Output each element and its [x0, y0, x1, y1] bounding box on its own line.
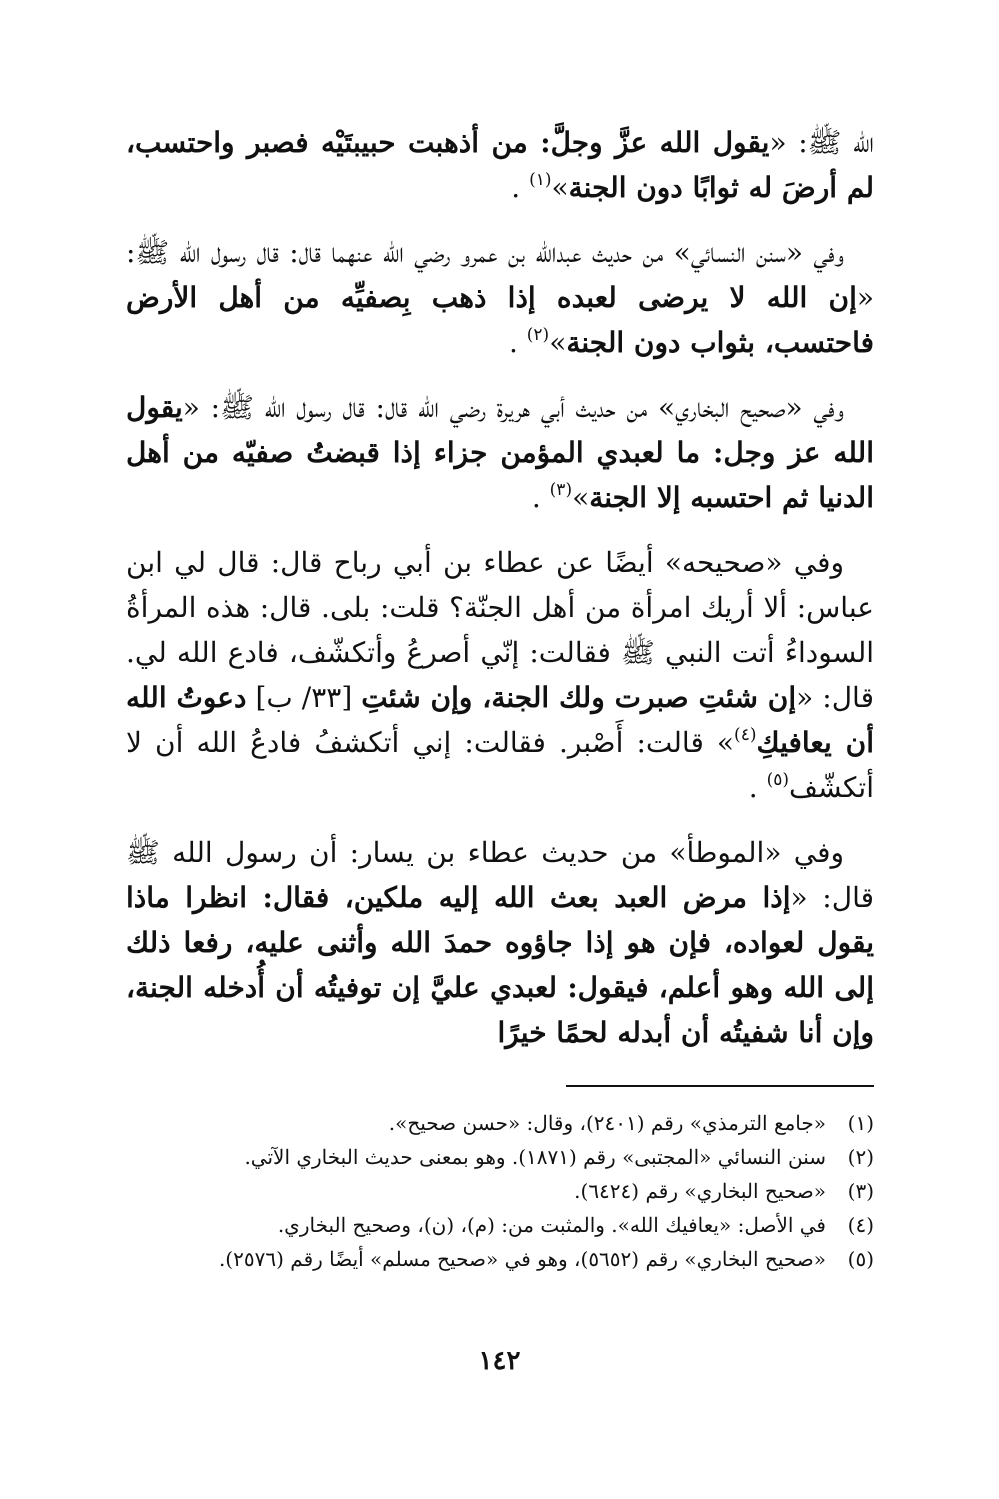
footnote [90, 1106, 874, 1140]
narration-text: . [531, 481, 550, 514]
paragraph [126, 540, 874, 810]
narration-text: وفي «صحيح البخاري» من حديث أبي هريرة رضي الله قال: قال رسول الله ﷺ: « [182, 391, 844, 424]
footnote-ref: (٣) [549, 479, 573, 500]
footnote-separator [566, 1085, 874, 1087]
narration-text: وفي «صحيحه» أيضًا عن عطاء بن أبي رباح قال: قال لي ابن عباس: ألا أريك امرأة من أهل الجنّة؟ قلت: بلى. قال: هذه المرأةُ السوداءُ أتت النبي ﷺ فقالت: إنّي أصرعُ وأتكشّف، فادع الله لي. قال: « [126, 546, 874, 714]
footnote [90, 1242, 874, 1276]
footnote-number: (٣) [847, 1179, 874, 1203]
footnote-number: (١) [847, 1111, 874, 1135]
narration-text: [٣٣/ ب] [246, 681, 362, 714]
narration-text: الله ﷺ: « [769, 126, 875, 159]
footnote-text: سنن النسائي «المجتبى» رقم (١٨٧١). وهو بمعنى حديث البخاري الآتي. [244, 1145, 826, 1169]
paragraph [126, 830, 874, 1055]
hadith-text: إن الله لا يرضى لعبده إذا ذهب بِصفيِّه من أهل الأرض فاحتسب، بثواب دون الجنة [126, 281, 874, 359]
paragraph [126, 120, 874, 210]
footnote-text: «جامع الترمذي» رقم (٢٤٠١)، وقال: «حسن صحيح». [388, 1111, 826, 1135]
footnote-text: «صحيح البخاري» رقم (٦٤٢٤). [574, 1179, 826, 1203]
paragraph [126, 230, 874, 365]
footnote [90, 1140, 874, 1174]
narration-text: » [549, 326, 567, 359]
narration-text: » [572, 481, 590, 514]
narration-text: » [551, 171, 569, 204]
footnote-number: (٢) [847, 1145, 874, 1169]
hadith-text: إن شئتِ صبرت ولك الجنة، وإن شئتِ [361, 681, 797, 714]
narration-text: . [508, 326, 527, 359]
main-text [126, 120, 874, 1075]
hadith-text: دعوتُ الله أن يعافيكِ [126, 681, 875, 759]
footnotes [90, 1106, 874, 1276]
footnote-ref: (٤) [734, 724, 757, 745]
footnote-number: (٥) [847, 1247, 874, 1271]
narration-text: . [748, 771, 767, 804]
paragraph [126, 385, 874, 520]
hadith-text: يقول الله عزَّ وجلَّ: من أذهبت حبيبتَيْه فصبر واحتسب، لم أرضَ له ثوابًا دون الجنة [126, 126, 874, 204]
page-number: ١٤٢ [478, 1346, 521, 1376]
narration-text: . [511, 171, 530, 204]
narration-text: » قالت: أَصْبر. فقالت: إني أتكشفُ فادعُ الله أن لا أتكشّف [126, 726, 874, 804]
footnote-text: «صحيح البخاري» رقم (٥٦٥٢)، وهو في «صحيح مسلم» أيضًا رقم (٢٥٧٦). [218, 1247, 826, 1271]
hadith-text: يقول الله عز وجل: ما لعبدي المؤمن جزاء إذا قبضتُ صفيّه من أهل الدنيا ثم احتسبه إلا الجنة [126, 391, 874, 514]
footnote-number: (٤) [847, 1213, 874, 1237]
footnote [90, 1208, 874, 1242]
narration-text: وفي «سنن النسائي» من حديث عبدالله بن عمرو رضي الله عنهما قال: قال رسول الله ﷺ: « [126, 236, 874, 314]
narration-text: وفي «الموطأ» من حديث عطاء بن يسار: أن رسول الله ﷺ قال: « [126, 836, 874, 914]
footnote-ref: (١) [529, 169, 552, 190]
footnote-ref: (٢) [526, 324, 550, 345]
hadith-text: إذا مرض العبد بعث الله إليه ملكين، فقال: انظرا ماذا يقول لعواده، فإن هو إذا جاؤوه حمدَ الله وأثنى عليه، رفعا ذلك إلى الله وهو أعلم، فيقول: لعبدي عليَّ إن توفيتُه أن أُدخله الجنة، وإن أنا شفيتُه أن أبدله لحمًا خيرًا [126, 881, 874, 1049]
footnote [90, 1174, 874, 1208]
footnote-ref: (٥) [766, 769, 789, 790]
footnote-text: في الأصل: «يعافيك الله». والمثبت من: (م)، (ن)، وصحيح البخاري. [277, 1213, 826, 1237]
